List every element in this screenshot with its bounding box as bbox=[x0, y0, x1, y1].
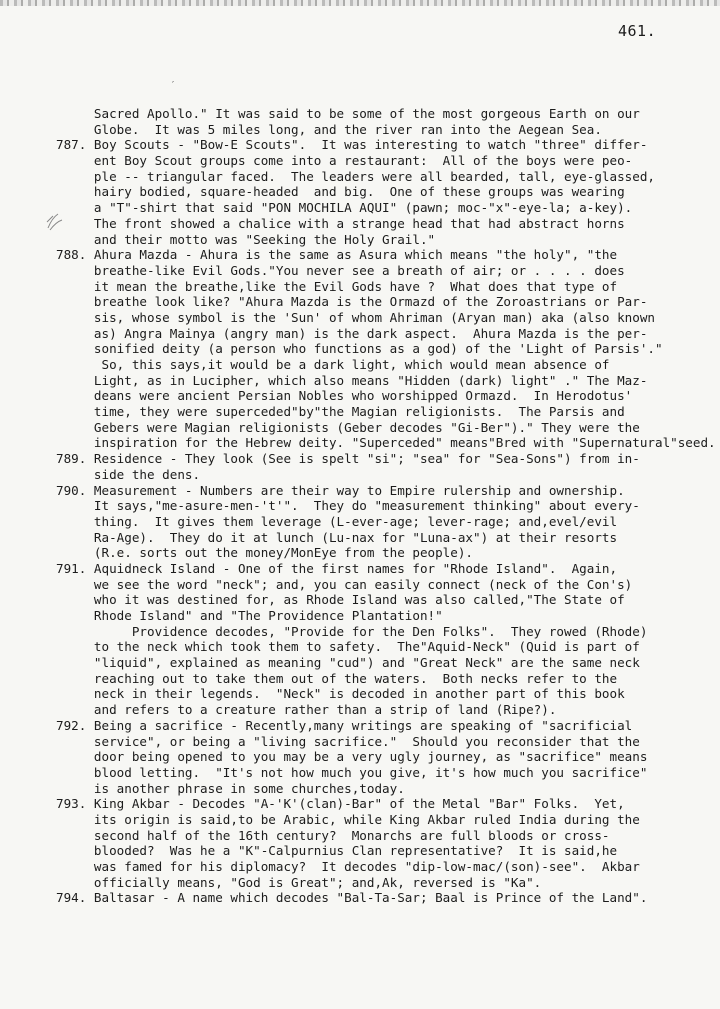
text-line: and refers to a creature rather than a strip of land (Ripe?). bbox=[56, 702, 557, 718]
entry-793 bbox=[56, 796, 718, 890]
text-line: time, they were superceded"by"the Magian religionists. The Parsis and bbox=[56, 404, 625, 420]
text-line: who it was destined for, as Rhode Island was also called,"The State of bbox=[56, 592, 625, 608]
entry-792 bbox=[56, 718, 718, 796]
entry-791 bbox=[56, 561, 718, 718]
text-line: 790. Measurement - Numbers are their way to Empire rulership and ownership. bbox=[56, 482, 625, 498]
text-line: blood letting. "It's not how much you give, it's how much you sacrifice" bbox=[56, 764, 648, 780]
text-line: we see the word "neck"; and, you can easily connect (neck of the Con's) bbox=[56, 576, 633, 592]
entry-788 bbox=[56, 247, 718, 451]
text-line: to the neck which took them to safety. The"Aquid-Neck" (Quid is part of bbox=[56, 639, 640, 655]
text-line: officially means, "God is Great"; and,Ak, reversed is "Ka". bbox=[56, 874, 542, 890]
text-line: deans were ancient Persian Nobles who worshipped Ormazd. In Herodotus' bbox=[56, 388, 633, 404]
text-line: its origin is said,to be Arabic, while King Akbar ruled India during the bbox=[56, 811, 640, 827]
page-number: 461. bbox=[618, 22, 657, 40]
stray-mark: ′ bbox=[170, 80, 177, 91]
text-line: Globe. It was 5 miles long, and the river ran into the Aegean Sea. bbox=[56, 121, 602, 137]
text-line: (R.e. sorts out the money/MonEye from the people). bbox=[56, 545, 474, 561]
text-line: neck in their legends. "Neck" is decoded in another part of this book bbox=[56, 686, 625, 702]
text-line: ent Boy Scout groups come into a restaurant: All of the boys were peo- bbox=[56, 153, 633, 169]
text-line: inspiration for the Hebrew deity. "Superceded" means"Bred with "Supernatural"seed. bbox=[56, 435, 716, 451]
text-line: a "T"-shirt that said "PON MOCHILA AQUI" (pawn; moc-"x"-eye-la; a-key). bbox=[56, 200, 633, 216]
text-line: Sacred Apollo." It was said to be some of the most gorgeous Earth on our bbox=[56, 106, 640, 121]
text-line: Light, as in Lucipher, which also means "Hidden (dark) light" ." The Maz- bbox=[56, 372, 648, 388]
text-line: 789. Residence - They look (See is spelt "si"; "sea" for "Sea-Sons") from in- bbox=[56, 451, 640, 467]
text-line: second half of the 16th century? Monarchs are full bloods or cross- bbox=[56, 827, 610, 843]
text-line: 794. Baltasar - A name which decodes "Bal-Ta-Sar; Baal is Prince of the Land". bbox=[56, 890, 648, 906]
scan-edge-noise bbox=[0, 0, 720, 6]
text-line: as) Angra Mainya (angry man) is the dark aspect. Ahura Mazda is the per- bbox=[56, 325, 648, 341]
entry-790 bbox=[56, 483, 718, 561]
text-line: Gebers were Magian religionists (Geber decodes "Gi-Ber")." They were the bbox=[56, 419, 640, 435]
text-line: 792. Being a sacrifice - Recently,many writings are speaking of "sacrificial bbox=[56, 717, 633, 733]
text-line: was famed for his diplomacy? It decodes "dip-low-mac/(son)-see". Akbar bbox=[56, 859, 640, 874]
text-line: Providence decodes, "Provide for the Den Folks". They rowed (Rhode) bbox=[56, 623, 648, 639]
entry-789 bbox=[56, 451, 718, 482]
intro-paragraph bbox=[56, 106, 718, 137]
text-line: and their motto was "Seeking the Holy Grail." bbox=[56, 231, 436, 247]
text-line: breathe-like Evil Gods."You never see a breath of air; or . . . . does bbox=[56, 262, 625, 278]
text-line: breathe look like? "Ahura Mazda is the Ormazd of the Zoroastrians or Par- bbox=[56, 294, 648, 310]
document-body bbox=[56, 106, 718, 906]
text-line: thing. It gives them leverage (L-ever-age; lever-rage; and,evel/evil bbox=[56, 513, 618, 529]
text-line: it mean the breathe,like the Evil Gods have ? What does that type of bbox=[56, 278, 618, 294]
text-line: sonified deity (a person who functions as a god) of the 'Light of Parsis'." bbox=[56, 341, 663, 357]
text-line: reaching out to take them out of the waters. Both necks refer to the bbox=[56, 670, 618, 686]
text-line: blooded? Was he a "K"-Calpurnius Clan representative? It is said,he bbox=[56, 843, 618, 859]
text-line: Rhode Island" and "The Providence Plantation!" bbox=[56, 608, 443, 623]
text-line: "liquid", explained as meaning "cud") and "Great Neck" are the same neck bbox=[56, 655, 640, 671]
text-line: door being opened to you may be a very ugly journey, as "sacrifice" means bbox=[56, 749, 648, 765]
text-line: It says,"me-asure-men-'t'". They do "measurement thinking" about every- bbox=[56, 498, 640, 514]
text-line: sis, whose symbol is the 'Sun' of whom Ahriman (Aryan man) aka (also known bbox=[56, 309, 655, 325]
text-line: The front showed a chalice with a strange head that had abstract horns bbox=[56, 215, 625, 231]
text-line: is another phrase in some churches,today. bbox=[56, 780, 405, 796]
text-line: Ra-Age). They do it at lunch (Lu-nax for "Luna-ax") at their resorts bbox=[56, 529, 618, 545]
entry-794 bbox=[56, 890, 718, 906]
text-line: service", or being a "living sacrifice." Should you reconsider that the bbox=[56, 733, 640, 749]
text-line: ple -- triangular faced. The leaders were all bearded, tall, eye-glassed, bbox=[56, 168, 655, 184]
text-line: side the dens. bbox=[56, 466, 201, 482]
text-line: 787. Boy Scouts - "Bow-E Scouts". It was interesting to watch "three" differ- bbox=[56, 137, 648, 153]
text-line: So, this says,it would be a dark light, which would mean absence of bbox=[56, 357, 610, 372]
entry-787 bbox=[56, 137, 718, 247]
text-line: hairy bodied, square-headed and big. One of these groups was wearing bbox=[56, 184, 625, 200]
text-line: 788. Ahura Mazda - Ahura is the same as Asura which means "the holy", "the bbox=[56, 247, 618, 263]
text-line: 793. King Akbar - Decodes "A-'K'(clan)-Bar" of the Metal "Bar" Folks. Yet, bbox=[56, 796, 625, 812]
text-line: 791. Aquidneck Island - One of the first names for "Rhode Island". Again, bbox=[56, 560, 618, 576]
